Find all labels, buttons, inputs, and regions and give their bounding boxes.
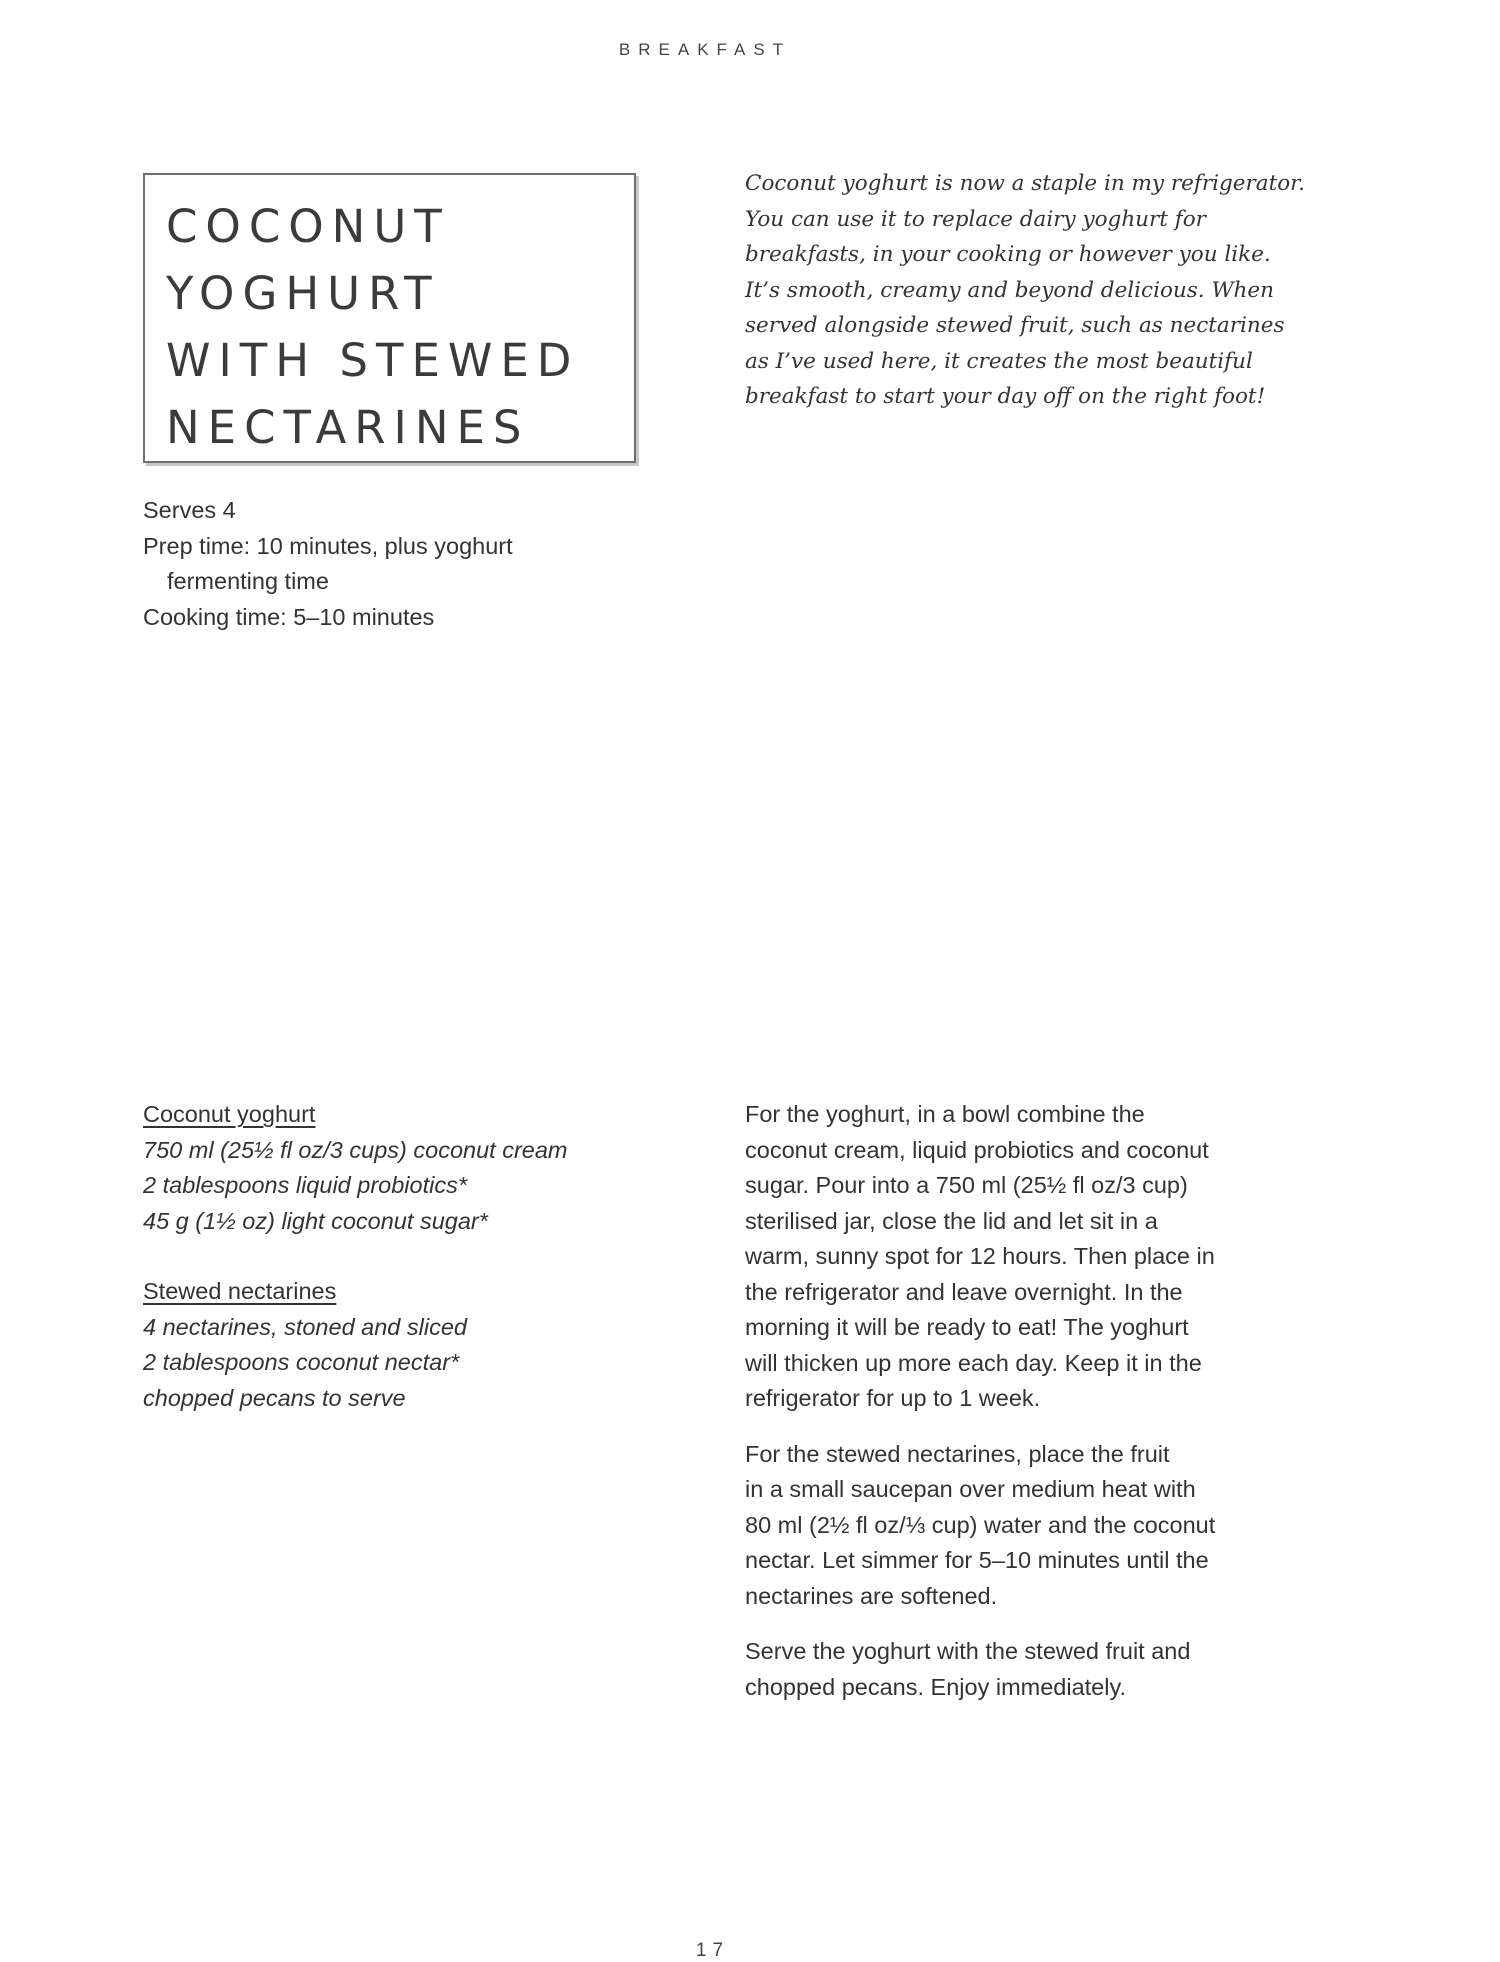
ingredient-group-stewed-nectarines bbox=[143, 1274, 703, 1416]
method-line: the refrigerator and leave overnight. In the bbox=[745, 1278, 1183, 1305]
method-line: 80 ml (2½ fl oz/⅓ cup) water and the coconut bbox=[745, 1511, 1216, 1538]
prep-time-continued: fermenting time bbox=[167, 568, 329, 594]
method-line: nectar. Let simmer for 5–10 minutes until the bbox=[745, 1547, 1209, 1573]
title-box bbox=[143, 173, 636, 463]
ingredient-item: 2 tablespoons liquid probiotics* bbox=[143, 1172, 467, 1198]
title-line: WITH STEWED bbox=[166, 334, 580, 387]
ingredient-item: 750 ml (25½ fl oz/3 cups) coconut cream bbox=[143, 1136, 568, 1163]
recipe-title bbox=[166, 193, 579, 461]
recipe-meta bbox=[143, 493, 513, 635]
title-line: COCONUT bbox=[166, 200, 450, 253]
serves: Serves 4 bbox=[143, 497, 236, 523]
method-line: nectarines are softened. bbox=[745, 1582, 998, 1609]
method-step bbox=[745, 1634, 1385, 1705]
section-header: BREAKFAST bbox=[618, 40, 792, 59]
method-line: For the stewed nectarines, place the fruit bbox=[745, 1440, 1170, 1467]
method-line: warm, sunny spot for 12 hours. Then place in bbox=[745, 1243, 1215, 1269]
method-line: coconut cream, liquid probiotics and coconut bbox=[745, 1136, 1209, 1163]
method-line: will thicken up more each day. Keep it in the bbox=[745, 1349, 1202, 1376]
prep-time: Prep time: 10 minutes, plus yoghurt bbox=[143, 532, 513, 559]
method-step bbox=[745, 1437, 1385, 1615]
method bbox=[745, 1097, 1385, 1725]
method-line: chopped pecans. Enjoy immediately. bbox=[745, 1673, 1127, 1700]
method-line: sterilised jar, close the lid and let sit in a bbox=[745, 1207, 1158, 1234]
intro-line: Coconut yoghurt is now a staple in my refrigerator. bbox=[745, 171, 1305, 196]
ingredient-item: chopped pecans to serve bbox=[143, 1384, 406, 1411]
ingredient-item: 4 nectarines, stoned and sliced bbox=[143, 1313, 467, 1340]
page-number: 17 bbox=[695, 1940, 730, 1961]
method-line: sugar. Pour into a 750 ml (25½ fl oz/3 cup) bbox=[745, 1172, 1188, 1198]
method-line: in a small saucepan over medium heat with bbox=[745, 1476, 1196, 1502]
cooking-time: Cooking time: 5–10 minutes bbox=[143, 603, 435, 630]
ingredient-item: 2 tablespoons coconut nectar* bbox=[143, 1349, 460, 1375]
intro-line: It’s smooth, creamy and beyond delicious. When bbox=[745, 277, 1274, 303]
method-line: Serve the yoghurt with the stewed fruit and bbox=[745, 1638, 1191, 1664]
recipe-intro bbox=[745, 166, 1345, 415]
intro-line: as I’ve used here, it creates the most beautiful bbox=[745, 348, 1253, 374]
intro-line: You can use it to replace dairy yoghurt for bbox=[745, 206, 1206, 232]
method-step bbox=[745, 1097, 1385, 1417]
method-line: For the yoghurt, in a bowl combine the bbox=[745, 1101, 1145, 1127]
ingredient-group-heading: Stewed nectarines bbox=[143, 1278, 337, 1304]
ingredients bbox=[143, 1097, 703, 1416]
title-line: YOGHURT bbox=[166, 267, 440, 320]
intro-line: breakfasts, in your cooking or however you like. bbox=[745, 242, 1271, 267]
ingredient-group-heading: Coconut yoghurt bbox=[143, 1101, 316, 1127]
ingredient-group-coconut-yoghurt bbox=[143, 1097, 703, 1239]
ingredient-item: 45 g (1½ oz) light coconut sugar* bbox=[143, 1207, 488, 1234]
method-line: morning it will be ready to eat! The yoghurt bbox=[745, 1314, 1189, 1340]
method-line: refrigerator for up to 1 week. bbox=[745, 1385, 1041, 1411]
intro-line: breakfast to start your day off on the right foot! bbox=[745, 384, 1266, 409]
title-line: NECTARINES bbox=[166, 401, 530, 454]
intro-line: served alongside stewed fruit, such as nectarines bbox=[745, 313, 1285, 338]
